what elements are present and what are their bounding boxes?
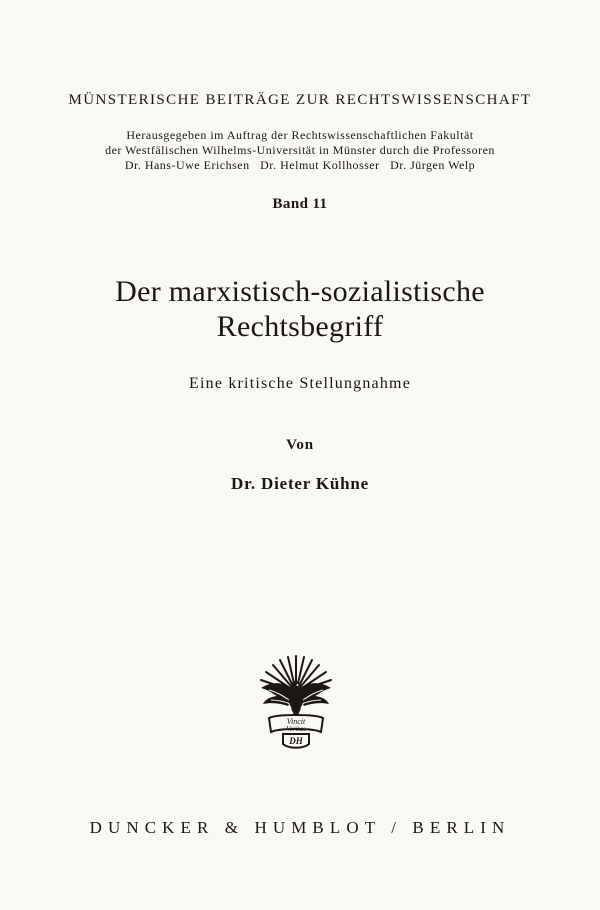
eagle-emblem-icon xyxy=(255,652,337,752)
author-name: Dr. Dieter Kühne xyxy=(231,474,369,493)
editors-line-3: Dr. Hans-Uwe Erichsen Dr. Helmut Kollhosser Dr. Jürgen Welp xyxy=(124,158,476,172)
volume-number: Band 11 xyxy=(272,196,328,212)
by-label: Von xyxy=(286,437,314,453)
publisher-imprint: DUNCKER & HUMBLOT / BERLIN xyxy=(89,818,511,837)
book-title-line-2: Rechtsbegriff xyxy=(216,310,384,343)
book-subtitle: Eine kritische Stellungnahme xyxy=(189,375,411,392)
publisher-monogram: DH xyxy=(289,736,303,746)
book-title-line-1: Der marxistisch-sozialistische xyxy=(115,275,485,308)
editors-line-1: Herausgegeben im Auftrag der Rechtswissenschaftlichen Fakultät xyxy=(126,128,474,142)
banner-text-1: Vincit xyxy=(286,717,306,726)
banner-text-2: Veritas xyxy=(286,725,306,733)
series-title: MÜNSTERISCHE BEITRÄGE ZUR RECHTSWISSENSCHAFT xyxy=(68,92,532,108)
editors-line-2: der Westfälischen Wilhelms-Universität in Münster durch die Professoren xyxy=(105,143,495,157)
